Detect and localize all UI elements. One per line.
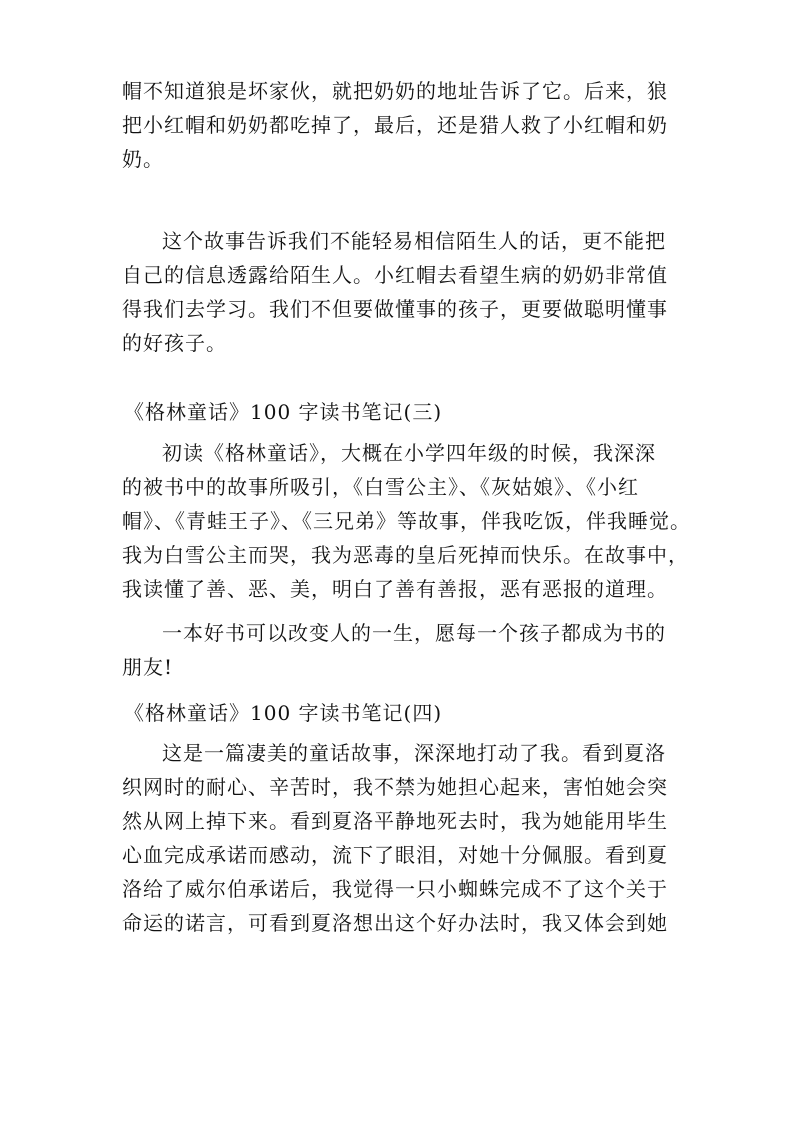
text-line: 我读懂了善、恶、美，明白了善有善报，恶有恶报的道理。 bbox=[122, 577, 668, 601]
text-line: 帽》、《青蛙王子》、《三兄弟》等故事，伴我吃饭，伴我睡觉。 bbox=[122, 509, 691, 533]
section-heading: 《格林童话》100 字读书笔记(三) bbox=[124, 400, 443, 424]
text-line: 自己的信息透露给陌生人。小红帽去看望生病的奶奶非常值 bbox=[122, 263, 668, 287]
paragraph-first-line: 一本好书可以改变人的一生，愿每一个孩子都成为书的 bbox=[162, 621, 666, 645]
text-line: 织网时的耐心、辛苦时，我不禁为她担心起来，害怕她会突 bbox=[122, 775, 668, 799]
text-line: 的好孩子。 bbox=[122, 331, 227, 355]
text-line: 命运的诺言，可看到夏洛想出这个好办法时，我又体会到她 bbox=[122, 911, 668, 935]
paragraph-first-line: 这是一篇凄美的童话故事，深深地打动了我。看到夏洛 bbox=[162, 741, 666, 765]
text-line: 洛给了威尔伯承诺后，我觉得一只小蜘蛛完成不了这个关于 bbox=[122, 877, 668, 901]
paragraph-first-line: 初读《格林童话》，大概在小学四年级的时候，我深深 bbox=[162, 441, 656, 465]
text-line: 朋友! bbox=[122, 655, 174, 679]
paragraph-first-line: 这个故事告诉我们不能轻易相信陌生人的话，更不能把 bbox=[162, 229, 666, 253]
text-line: 得我们去学习。我们不但要做懂事的孩子，更要做聪明懂事 bbox=[122, 297, 668, 321]
text-line: 奶。 bbox=[122, 147, 164, 171]
text-line: 我为白雪公主而哭，我为恶毒的皇后死掉而快乐。在故事中， bbox=[122, 543, 689, 567]
text-line: 然从网上掉下来。看到夏洛平静地死去时，我为她能用毕生 bbox=[122, 809, 668, 833]
text-line: 把小红帽和奶奶都吃掉了，最后，还是猎人救了小红帽和奶 bbox=[122, 113, 668, 137]
text-line: 的被书中的故事所吸引，《白雪公主》、《灰姑娘》、《小红 bbox=[122, 475, 639, 499]
section-heading: 《格林童话》100 字读书笔记(四) bbox=[124, 701, 443, 725]
text-line: 心血完成承诺而感动，流下了眼泪，对她十分佩服。看到夏 bbox=[122, 843, 668, 867]
text-line: 帽不知道狼是坏家伙，就把奶奶的地址告诉了它。后来，狼 bbox=[122, 79, 668, 103]
